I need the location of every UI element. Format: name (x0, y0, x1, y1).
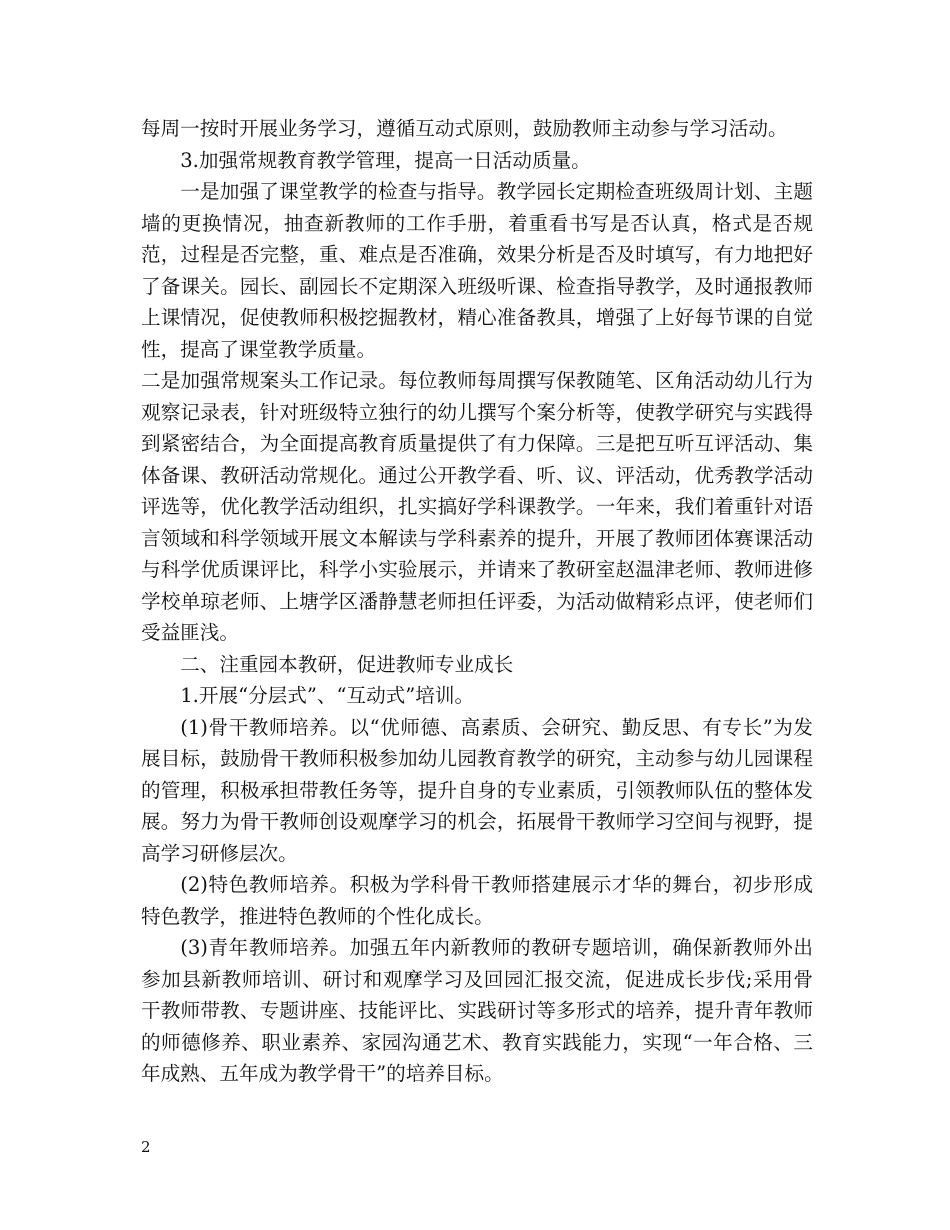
paragraph-1: 每周一按时开展业务学习，遵循互动式原则，鼓励教师主动参与学习活动。 (141, 117, 788, 140)
document-body (141, 113, 813, 1090)
subsection-heading: 1.开展“分层式”、“互动式”培训。 (180, 684, 475, 707)
paragraph-9: (3)青年教师培养。加强五年内新教师的教研专题培训，确保新教师外出参加县新教师培训、研讨和观摩学习及回园汇报交流，促进成长步伐;采用骨干教师带教、专题讲座、技能评比、实践研讨等多形式的培养，提升青年教师的师德修养、职业素养、家园沟通艺术、教育实践能力，实现“一年合格、三年成熟、五年成为教学骨干”的培养目标。 (141, 936, 813, 1085)
paragraph-4: 二是加强常规案头工作记录。每位教师每周撰写保教随笔、区角活动幼儿行为观察记录表，针对班级特立独行的幼儿撰写个案分析等，使教学研究与实践得到紧密结合，为全面提高教育质量提供了有力保障。三是把互听互评活动、集体备课、教研活动常规化。通过公开教学看、听、议、评活动，优秀教学活动评选等，优化教学活动组织，扎实搞好学科课教学。一年来，我们着重针对语言领域和科学领域开展文本解读与学科素养的提升，开展了教师团体赛课活动与科学优质课评比，科学小实验展示，并请来了教研室赵温津老师、教师进修学校单琼老师、上塘学区潘静慧老师担任评委，为活动做精彩点评，使老师们受益匪浅。 (141, 369, 813, 644)
paragraph-8: (2)特色教师培养。积极为学科骨干教师搭建展示才华的舞台，初步形成特色教学，推进特色教师的个性化成长。 (141, 873, 813, 928)
paragraph-7: (1)骨干教师培养。以“优师德、高素质、会研究、勤反思、有专长”为发展目标，鼓励骨干教师积极参加幼儿园教育教学的研究，主动参与幼儿园课程的管理，积极承担带教任务等，提升自身的专业素质，引领教师队伍的整体发展。努力为骨干教师创设观摩学习的机会，拓展骨干教师学习空间与视野，提高学习研修层次。 (141, 715, 813, 865)
section-heading: 二、注重园本教研，促进教师专业成长 (180, 652, 514, 676)
paragraph-2: 3.加强常规教育教学管理，提高一日活动质量。 (180, 148, 591, 172)
paragraph-3: 一是加强了课堂教学的检查与指导。教学园长定期检查班级周计划、主题墙的更换情况，抽查新教师的工作手册，着重看书写是否认真，格式是否规范，过程是否完整，重、难点是否准确，效果分析是否及时填写，有力地把好了备课关。园长、副园长不定期深入班级听课、检查指导教学，及时通报教师上课情况，促使教师积极挖掘教材，精心准备教具，增强了上好每节课的自觉性，提高了课堂教学质量。 (141, 180, 813, 361)
page-number: 2 (141, 1138, 151, 1156)
